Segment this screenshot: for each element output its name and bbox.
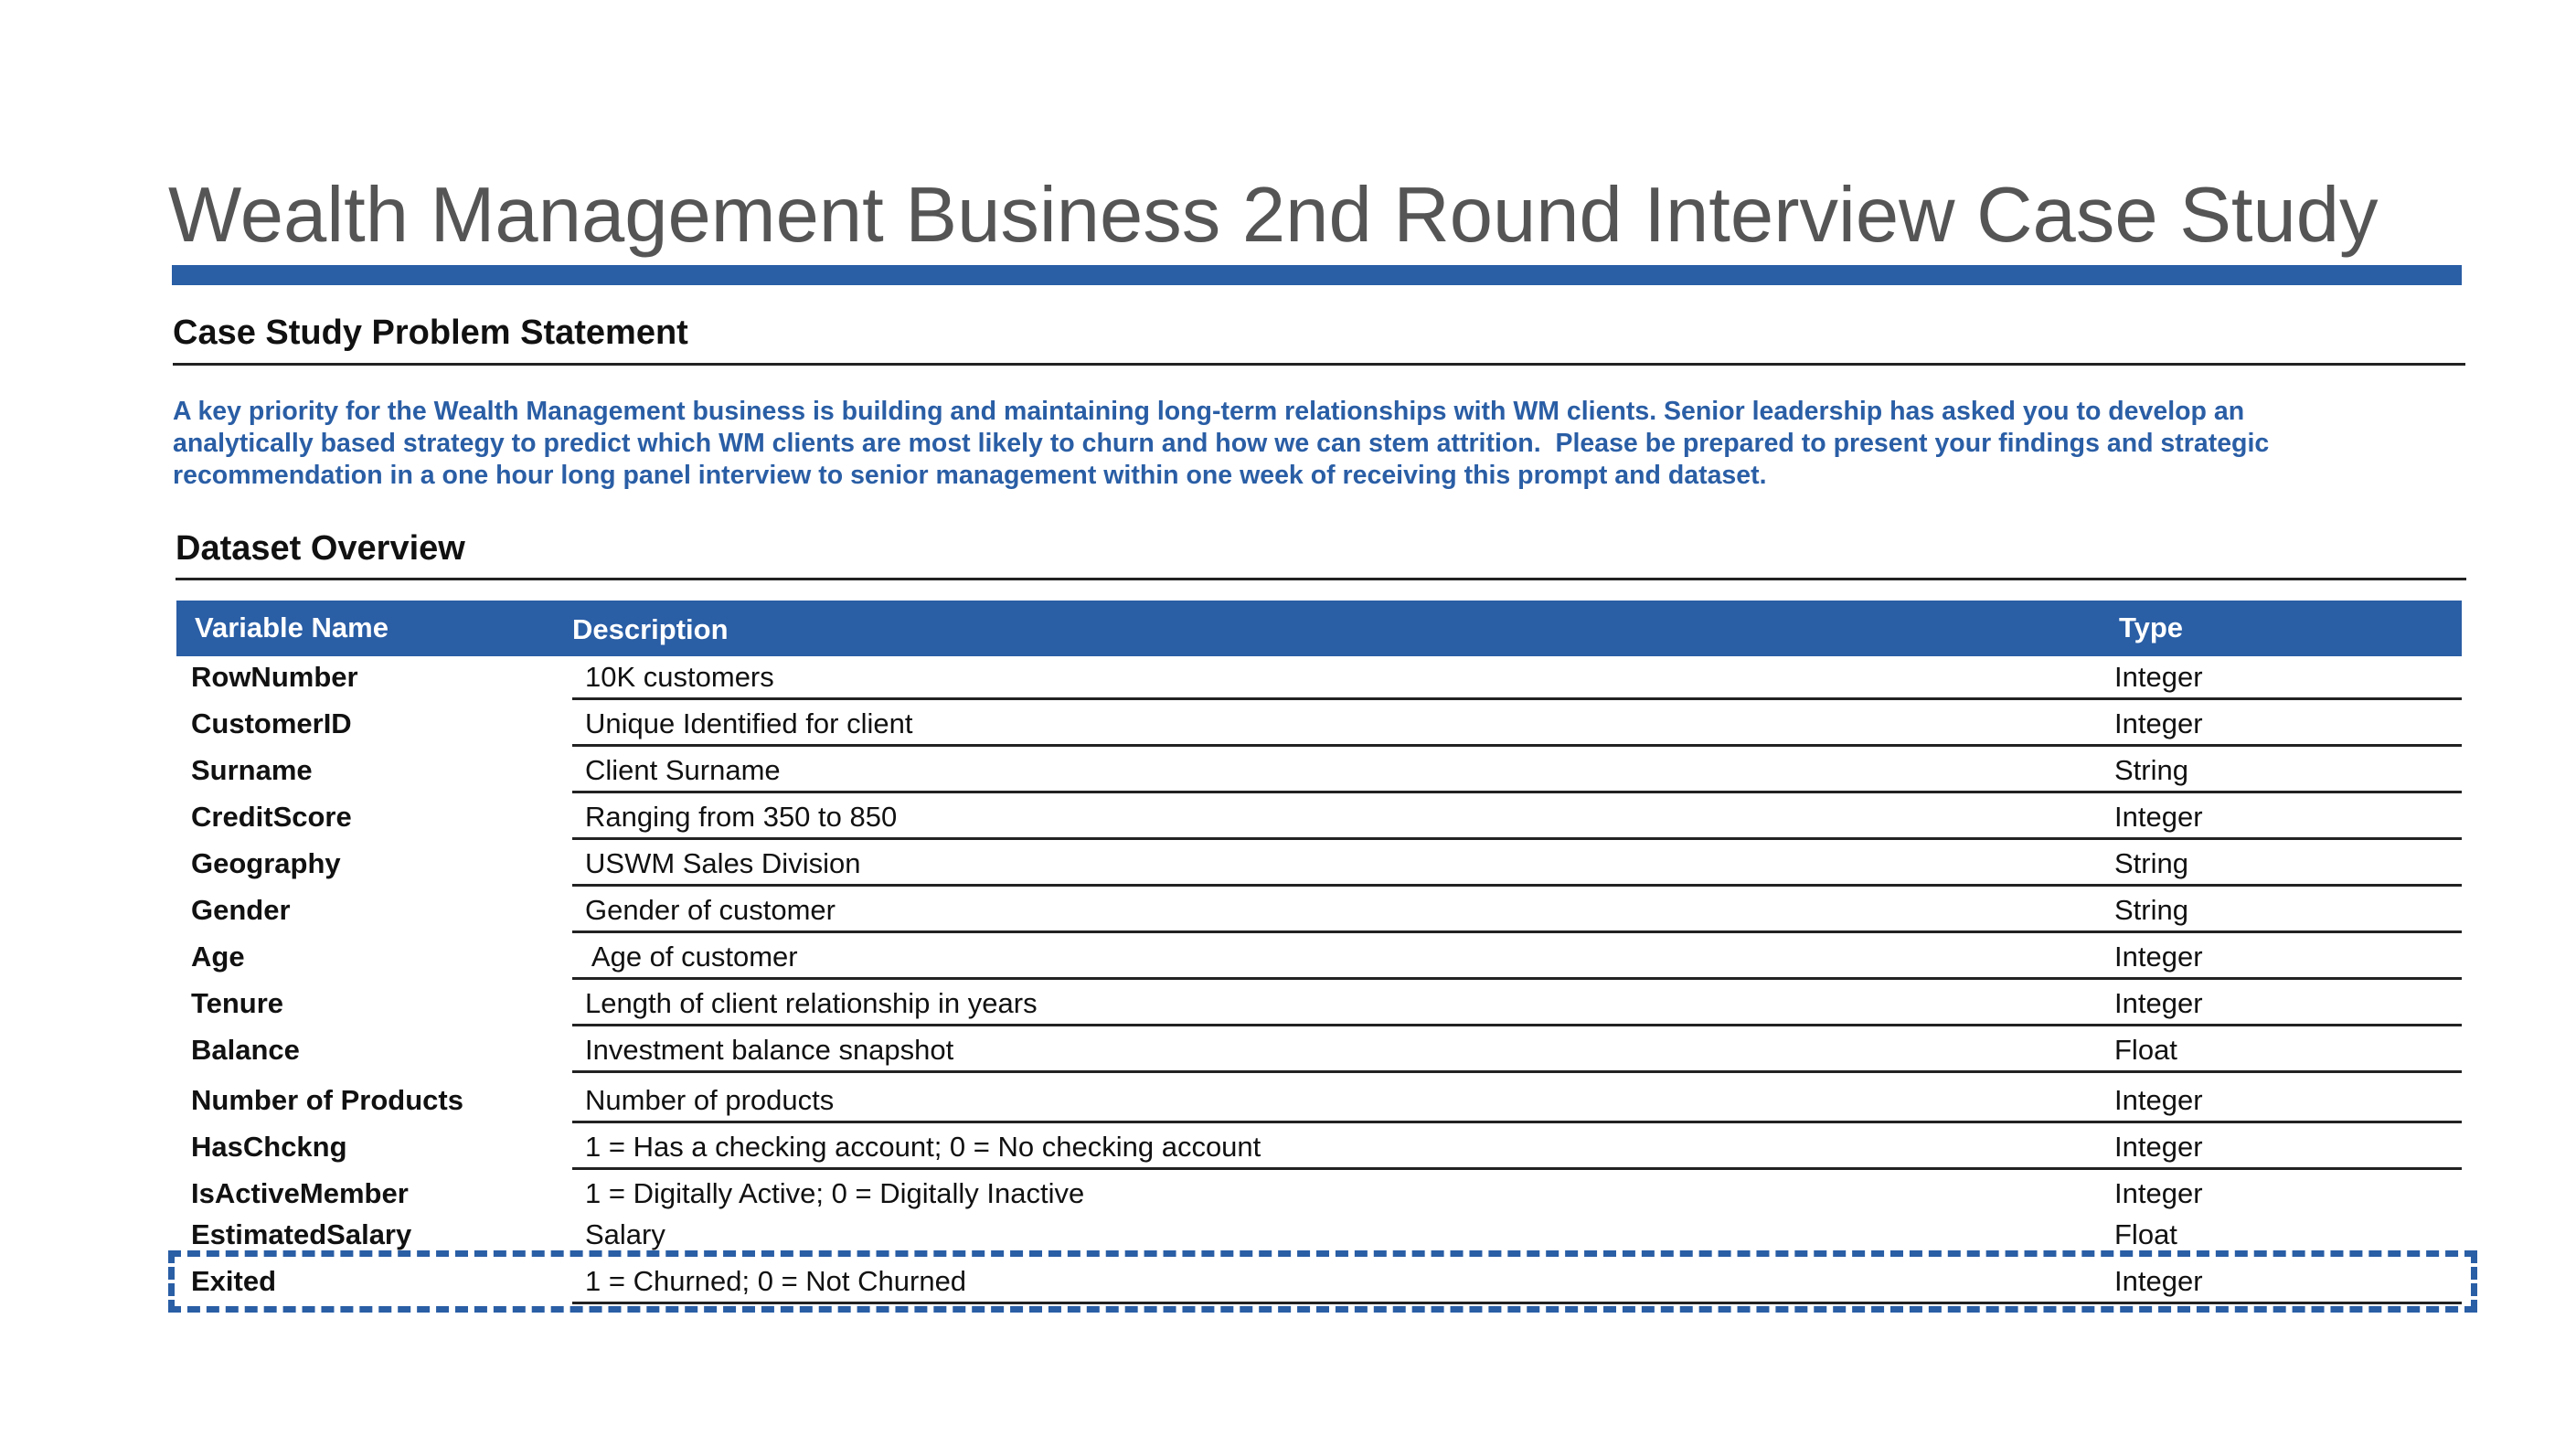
row-description: 10K customers — [585, 661, 774, 693]
table-row — [176, 700, 2462, 747]
problem-statement-heading: Case Study Problem Statement — [173, 314, 688, 352]
problem-line-2: analytically based strategy to predict which WM clients are most likely to churn and how we can stem attrition. Please be prepared to present your findings and strategic — [173, 429, 2270, 458]
row-divider — [572, 1070, 2462, 1073]
row-type: Integer — [2114, 941, 2203, 973]
table-row — [176, 840, 2462, 887]
row-type: String — [2114, 754, 2188, 786]
row-description: Investment balance snapshot — [585, 1034, 954, 1066]
row-description: Unique Identified for client — [585, 707, 913, 739]
column-header-description: Description — [572, 613, 729, 645]
row-description: Client Surname — [585, 754, 781, 786]
column-header-type: Type — [2119, 611, 2184, 643]
row-description: Gender of customer — [585, 894, 836, 926]
row-description: Length of client relationship in years — [585, 987, 1038, 1019]
row-type: Integer — [2114, 1131, 2203, 1163]
table-row — [176, 1026, 2462, 1073]
row-description: Number of products — [585, 1084, 835, 1116]
table-row — [176, 933, 2462, 980]
row-type: Integer — [2114, 987, 2203, 1019]
row-type: Integer — [2114, 661, 2203, 693]
dataset-table-header — [176, 601, 2462, 656]
column-header-variable-name: Variable Name — [195, 611, 389, 643]
row-variable-name: Gender — [191, 894, 291, 926]
row-description: 1 = Churned; 0 = Not Churned — [585, 1265, 967, 1297]
problem-line-1: A key priority for the Wealth Management business is building and maintaining long-term relationships with WM clients. Senior leadership has asked you to develop an — [173, 397, 2245, 426]
problem-line-3: recommendation in a one hour long panel interview to senior management within one week of receiving this prompt and dataset. — [173, 461, 1767, 490]
table-row — [176, 1123, 2462, 1170]
row-variable-name: Exited — [191, 1265, 277, 1297]
row-variable-name: Number of Products — [191, 1084, 463, 1116]
row-type: Float — [2114, 1034, 2177, 1066]
table-row — [176, 1077, 2462, 1123]
row-type: Float — [2114, 1218, 2177, 1250]
row-variable-name: Balance — [191, 1034, 300, 1066]
table-row — [176, 887, 2462, 933]
row-variable-name: Age — [191, 941, 245, 973]
problem-heading-rule — [173, 363, 2465, 366]
row-type: Integer — [2114, 1177, 2203, 1209]
exited-row-highlight-box — [168, 1250, 2477, 1313]
table-row — [176, 793, 2462, 840]
row-variable-name: Tenure — [191, 987, 284, 1019]
row-type: String — [2114, 847, 2188, 879]
row-variable-name: HasChckng — [191, 1131, 347, 1163]
row-description: Ranging from 350 to 850 — [585, 801, 898, 833]
row-variable-name: CreditScore — [191, 801, 352, 833]
row-type: String — [2114, 894, 2188, 926]
row-variable-name: Surname — [191, 754, 313, 786]
dataset-overview-heading: Dataset Overview — [176, 529, 465, 568]
row-variable-name: EstimatedSalary — [191, 1218, 412, 1250]
row-type: Integer — [2114, 707, 2203, 739]
row-type: Integer — [2114, 801, 2203, 833]
table-row — [176, 1170, 2462, 1211]
title-underline-bar — [172, 265, 2462, 285]
row-description: Salary — [585, 1218, 665, 1250]
row-type: Integer — [2114, 1084, 2203, 1116]
row-type: Integer — [2114, 1265, 2203, 1297]
table-row — [176, 747, 2462, 793]
row-description: 1 = Digitally Active; 0 = Digitally Inactive — [585, 1177, 1085, 1209]
row-variable-name: Geography — [191, 847, 341, 879]
problem-statement-text — [173, 396, 2476, 492]
row-description: Age of customer — [585, 941, 798, 973]
row-variable-name: CustomerID — [191, 707, 352, 739]
dataset-heading-rule — [176, 578, 2466, 580]
page-title: Wealth Management Business 2nd Round Interview Case Study — [168, 172, 2379, 259]
table-row — [176, 1211, 2462, 1252]
table-row — [176, 654, 2462, 700]
row-variable-name: RowNumber — [191, 661, 358, 693]
row-description: USWM Sales Division — [585, 847, 861, 879]
row-description: 1 = Has a checking account; 0 = No checking account — [585, 1131, 1261, 1163]
row-variable-name: IsActiveMember — [191, 1177, 409, 1209]
table-row — [176, 980, 2462, 1026]
